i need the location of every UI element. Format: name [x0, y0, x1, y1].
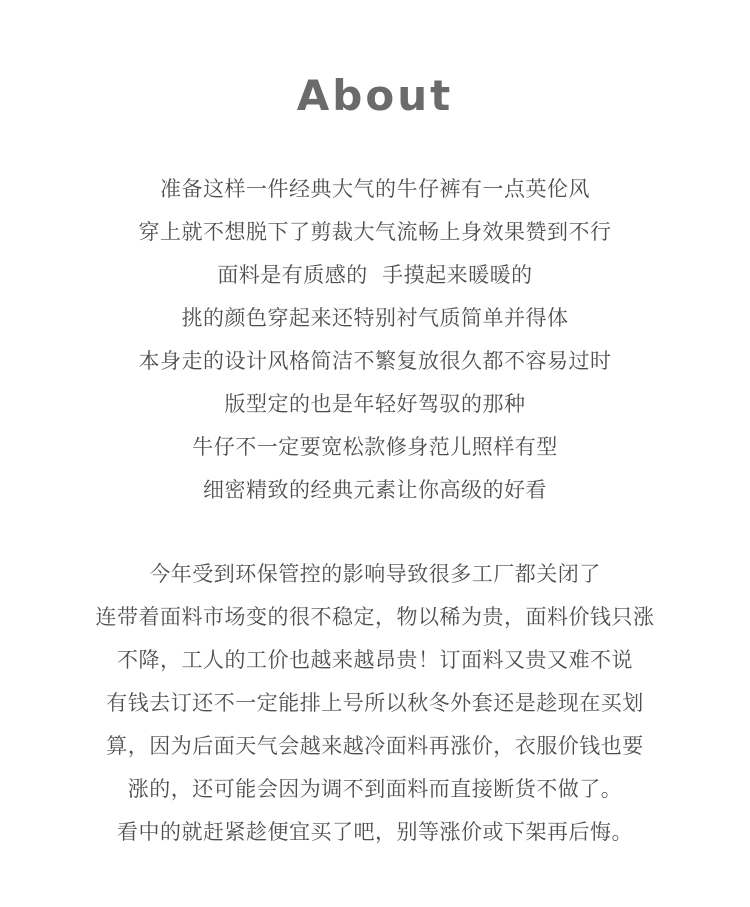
text-line: 细密精致的经典元素让你高级的好看 — [203, 478, 547, 502]
text-line: 连带着面料市场变的很不稳定，物以稀为贵，面料价钱只涨 — [95, 605, 655, 629]
text-line: 穿上就不想脱下了剪裁大气流畅上身效果赞到不行 — [138, 220, 612, 244]
text-line: 今年受到环保管控的影响导致很多工厂都关闭了 — [149, 562, 601, 586]
text-line: 看中的就赶紧趁便宜买了吧，别等涨价或下架再后悔。 — [117, 820, 633, 844]
text-line: 本身走的设计风格简洁不繁复放很久都不容易过时 — [138, 349, 612, 373]
text-line: 挑的颜色穿起来还特别衬气质简单并得体 — [181, 306, 569, 330]
text-line: 准备这样一件经典大气的牛仔裤有一点英伦风 — [160, 177, 590, 201]
text-line: 有钱去订还不一定能排上号所以秋冬外套还是趁现在买划 — [106, 691, 644, 715]
text-line: 牛仔不一定要宽松款修身范儿照样有型 — [192, 435, 558, 459]
text-line: 涨的，还可能会因为调不到面料而直接断货不做了。 — [127, 777, 623, 801]
text-line: 算，因为后面天气会越来越冷面料再涨价，衣服价钱也要 — [106, 734, 644, 758]
text-line: 面料是有质感的 手摸起来暖暖的 — [217, 263, 533, 287]
product-description-paragraph — [0, 168, 750, 512]
text-line: 版型定的也是年轻好驾驭的那种 — [224, 392, 526, 416]
page-title: About — [296, 71, 454, 120]
text-line: 不降，工人的工价也越来越昂贵！订面料又贵又难不说 — [117, 648, 633, 672]
price-notice-paragraph — [0, 553, 750, 854]
